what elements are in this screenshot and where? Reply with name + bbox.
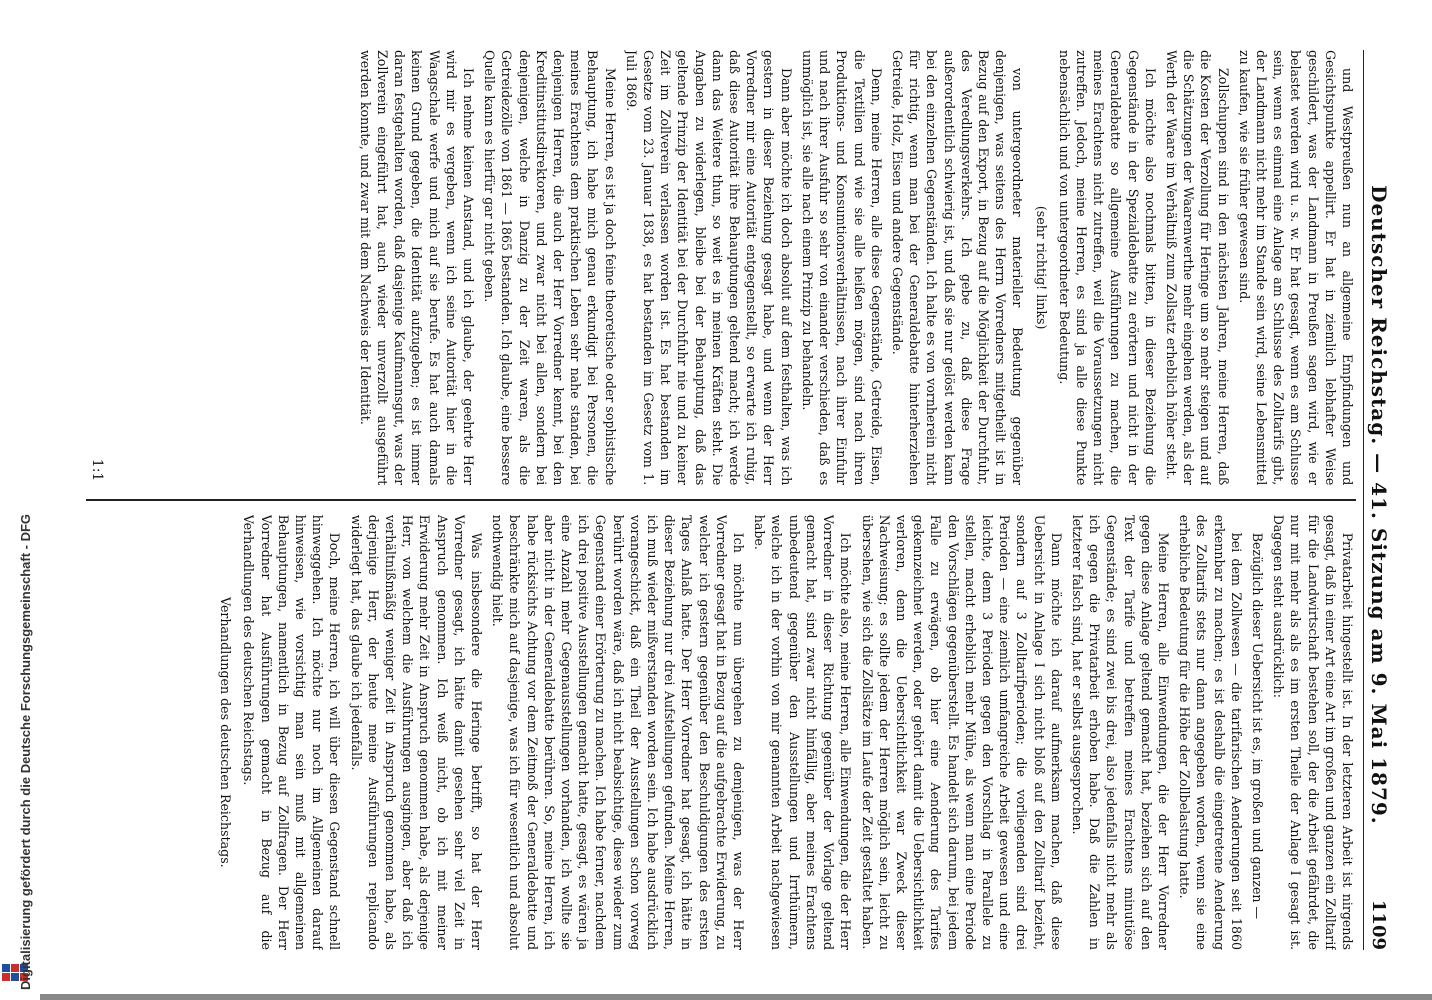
footer-signature: Verhandlungen des deutschen Reichstags. — [218, 597, 234, 868]
left-column — [86, 50, 1356, 485]
paragraph: Privatarbeit hingestellt ist. In der letzteren Arbeit ist nirgends gesagt, daß in einer Art eine Art im großen und ganzen ein Zolltarif für die Landwirtschaft bestehen soll, der die Arbeit gefährdet, die nur mit mehr als als es im ersten Theile der Anlage I gesagt ist. Dagegen steht ausdrücklich: — [1271, 514, 1355, 951]
running-head: Deutscher Reichstag. — 41. Sitzung am 9. Mai 1879. — [1367, 185, 1391, 825]
paragraph: Dann möchte ich darauf aufmerksam machen, daß diese Uebersicht in Anlage I sich nicht bloß auf den Zolltarif bezieht, sondern auf 3 Zolltarifperioden; die vorliegenden sind drei Perioden — eine ziemlich umfangreiche Arbeit gewesen und eine leichte, denn 3 Perioden gegen den Vorschlag in Parallele zu stellen, macht erheblich mehr Mühe, als wenn man eine Periode den Vorschlägen gegenüberstellt. Es handelt sich darum, bei jedem Falle zu erwägen, ob hier eine Aenderung des Tarifes gekennzeichnet werden, oder gehört damit die Uebersichtlichkeit verloren, denn die Uebersichtlichkeit war Zweck dieser Nachweisung; es sollte jedem der Herren möglich sein, leicht zu übersehen, wie sich die Zollsätze im Laufe der Zeit gestaltet haben. — [859, 514, 1064, 951]
sheet-mark: 1:1 — [89, 458, 106, 482]
paragraph: Denn, meine Herren, alle diese Gegenstände, Getreide, Eisen, die Textilien und wie sie alle heißen mögen, sind nach ihren Produktions- und Konsumtionsverhältnissen, nach ihrer Einfuhr und nach ihrer Ausfuhr so sehr von einander verschieden, daß es unmöglich ist, sie alle nach einem Prinzip zu behandeln. — [799, 50, 884, 486]
paragraph: von untergeordneter materieller Bedeutung gegenüber denjenigen, was seitens des Herrn Vorredners mitgetheilt ist in Bezug auf den Export, in Bezug auf die Möglichkeit der Durchfuhr, des Veredlungsverkehrs. Ich gebe zu, daß diese Frage außerordentlich schwierig ist, und daß sie nur gelöst werden kann bei den einzelnen Gegenständen. Ich halte es von vornherein nicht für richtig, wenn man bei der Generaldebatte hinterherziehen Getreide, Holz, Eisen und andere Gegenstände. — [889, 50, 1026, 486]
right-column — [86, 515, 1356, 950]
paragraph: Zollschuppen sind in den nächsten Jahren, meine Herren, daß die Kosten der Verzollung für Heringe um so mehr steigen und auf die Schätzungen der Waarenwerthe mehr eingehen werden, als der Werth der Waare im Verhältniß zum Zollsatz erheblich höher steht. — [1163, 50, 1231, 486]
paragraph: Ich möchte nun übergehen zu demjenigen, was der Herr Vorredner gesagt hat in Bezug auf die aufgebrachte Erwiderung, zu welcher ich gestern gegenüber den Beschuldigungen des ersten Tages Anlaß hatte. Der Herr Vorredner hat gesagt, ich hätte in dieser Beziehung nur drei Aufstellungen gefunden. Meine Herren, ich muß wieder mißverstanden worden sein. Ich habe ausdrücklich vorangeschickt, daß ein Theil der Ausstellungen schon vorweg berührt worden wäre, daß ich nicht beabsichtige, diese wieder zum Gegenstand einer Erörterung zu machen. Ich habe ferner, nachdem ich drei positive Ausstellungen gemacht hatte, gesagt, es wären ja eine Anzahl mehr Gegenausstellungen vorhanden, ich wollte sie aber nicht in der Generaldebatte berühren. So, meine Herren, ich habe rücksichts Achtung vor dem Zeitmoß der Generaldebatte und beschränkte mich auf dasjenige, was ich für wesentlich und absolut nothwendig hielt. — [490, 514, 747, 951]
paragraph: Was insbesondere die Heringe betrifft, so hat der Herr Vorredner gesagt, ich hätte damit gesehen sehr viel Zeit in Anspruch genommen. Ich weiß nicht, ob ich mit meiner Erwiderung mehr Zeit in Anspruch genommen habe, als derjenige Herr, von welchem die Ausführungen ausgingen, aber daß ich verhältnißmäßig weniger Zeit in Anspruch genommen habe, als derjenige Herr, der heute meine Ausführungen replicando widerlegt hat, das glaube ich jedenfalls. — [348, 514, 485, 951]
paragraph: Ich möchte also, meine Herren, alle Einwendungen, die der Herr Vorredner in dieser Richtung gegenüber der Vorlage geltend gemacht hat, sind zwar nicht hinfällig, aber meines Erachtens unbedeutend gegenüber den Ausstellungen und Irrthümern, welche ich in der vorhin von mir genannten Arbeit nachgewiesen habe. — [752, 514, 854, 951]
page-number: 1109 — [1368, 899, 1390, 950]
document-page — [56, 10, 1416, 990]
page-header — [1363, 50, 1394, 950]
scanned-page-frame — [40, 0, 1432, 1000]
text-columns — [86, 50, 1356, 950]
scan-bottom-edge — [40, 994, 1432, 1000]
paragraph: und Westpreußen nun an allgemeine Empfindungen und Gesichtspunkte appellirt. Er hat in ziemlich lebhafter Weise geschildert, was der Landmann in Preußen sagen wird, wie er belastet werden wird u. s. w. Er hat gesagt, wenn es am Schlusse sein, wenn es einmal eine Anlage am Schlusse des Zolltarifs gibt, der Landmann nicht mehr im Stande sein wird, seine Lebensmittel zu kaufen, wie sie früher gewesen sind. — [1236, 50, 1355, 486]
paragraph: Dann aber möchte ich doch absolut auf dem festhalten, was ich gestern in dieser Beziehung gesagt habe, und wenn der Herr Vorredner mir eine Autorität entgegenstellt, so erwarte ich ruhig, daß diese Autorität ihre Behauptungen geltend macht; ich werde dann das Weitere thun, so weit es in meinen Kräften steht. Die Angaben zu widerlegen, bleibe bei der Behauptung, daß das geltende Prinzip der Identität bei der Durchfuhr nie und zu keiner Zeit im Zollverein verlassen worden ist. Es hat bestanden im Gesetze vom 23. Januar 1838, es hat bestanden im Gesetz vom 1. Juli 1869. — [623, 50, 794, 486]
paragraph: Ich nehme keinen Anstand, und ich glaube, der geehrte Herr wird mir es vergeben, wenn ich seine Autorität hier in die Waagschale werfe und mich auf sie berufe. Es hat auch damals keinen Grund gegeben, die Identität aufzugeben; es ist immer daran festgehalten worden, daß dasjenige Kaufmannsgut, was der Zollverein eingeführt hat, auch wieder unverzollt ausgeführt werden konnte, und zwar mit dem Nachweis der Identität. — [357, 50, 477, 486]
digitization-credit: Digitalisierung gefördert durch die Deutsche Forschungsgemeinschaft - DFG — [18, 513, 33, 990]
paragraph: Meine Herren, alle Einwendungen, die der Herr Vorredner gegen diese Anlage geltend gemacht hat, beziehen sich auf den Text der Tarife und betreffen meines Erachtens minutiöse Gegenstände; es sind zwei bis drei, also jedenfalls nicht mehr als ich gegen die Privatarbeit erhoben habe. Daß die Zahlen in letzterer falsch sind, hat er selbst ausgesprochen. — [1069, 514, 1171, 951]
column-divider — [86, 499, 1356, 500]
paragraph: Ich möchte also nochmals bitten, in dieser Beziehung die Gegenstände in der Spezialdebatte zu erörtern und nicht in der Generaldebatte so allgemeine Ausführungen zu machen, die meines Erachtens nicht zutreffen, weil die Voraussetzungen nicht zutreffen. Jedoch, meine Herren, es sind ja alle diese Punkte nebensächlich und von untergeordneter Bedeutung. — [1056, 50, 1158, 486]
paragraph: Doch, meine Herren, ich will über diesen Gegenstand schnell hinweggehen. Ich möchte nur noch im Allgemeinen darauf hinweisen, wie vorsichtig man sein muß mit allgemeinen Behauptungen, namentlich in Bezug auf Zollfragen. Der Herr Vorredner hat Ausführungen gemacht in Bezug auf die Verhandlungen des deutschen Reichstags. — [241, 514, 343, 951]
interjection: (sehr richtig! links) — [1033, 205, 1049, 330]
paragraph: Bezüglich dieser Uebersicht ist es, im großen und ganzen — — [1249, 532, 1265, 920]
paragraph: Meine Herren, es ist ja doch feine theoretische oder sophistische Behauptung, ich habe mich genau erkundigt bei Personen, die meines Erachtens dem praktischen Leben sehr nahe standen, bei denjenigen Herren, die auch der Herr Vorredner kennt, bei den Kreditinstitutsdirektoren, und zwar nicht bei allen, sondern bei denjenigen, welche in Danzig zu der Zeit waren, als die Getreidezölle von 1861 — 1865 bestanden. Ich glaube, eine bessere Quelle kann es hierfür gar nicht geben. — [482, 50, 618, 486]
paragraph: bei dem Zollwesen — die tarifarischen Aenderungen seit 1860 erkennbar zu machen; es ist deshalb die eingetretene Aenderung des Zolltarifs stets nur dann angegeben worden, wenn sie eine erhebliche Bedeutung für die Höhe der Zollbelastung hatte. — [1177, 514, 1244, 951]
side-attribution-strip — [0, 0, 40, 1000]
